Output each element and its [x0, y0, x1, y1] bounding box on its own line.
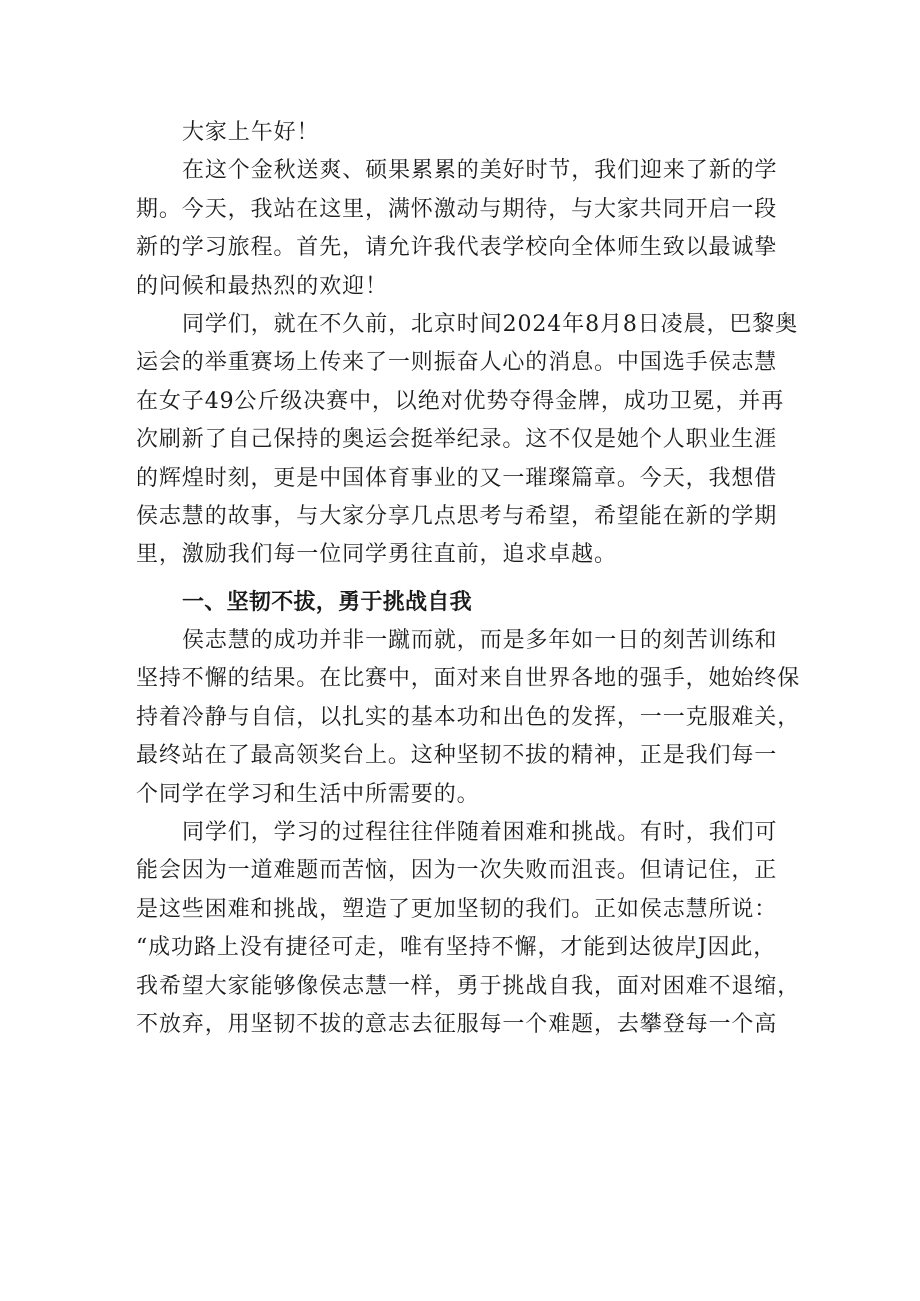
- paragraph-line: 我希望大家能够像侯志慧一样，勇于挑战自我，面对困难不退缩，: [136, 973, 801, 999]
- paragraph-line: 坚持不懈的结果。在比赛中，面对来自世界各地的强手，她始终保: [136, 666, 801, 692]
- paragraph-line: 个同学在学习和生活中所需要的。: [136, 781, 480, 807]
- paragraph-challenges: [136, 814, 801, 1044]
- paragraph-line: “成功路上没有捷径可走，唯有坚持不懈，才能到达彼岸J因此，: [136, 935, 777, 961]
- paragraph-line: 不放弃，用坚韧不拔的意志去征服每一个难题，去攀登每一个高: [136, 1011, 778, 1037]
- paragraph-line: 侯志慧的成功并非一蹴而就，而是多年如一日的刻苦训练和: [182, 628, 778, 654]
- paragraph-olympics: [136, 306, 799, 575]
- paragraph-line: 同学们，就在不久前，北京时间2024年8月8日凌晨，巴黎奥: [182, 311, 799, 337]
- paragraph-line: 在这个金秋送爽、硕果累累的美好时节，我们迎来了新的学: [182, 158, 778, 184]
- paragraph-line: 次刷新了自己保持的奥运会挺举纪录。这不仅是她个人职业生涯: [136, 427, 778, 453]
- greeting: 大家上午好！: [182, 120, 320, 145]
- paragraph-line: 运会的举重赛场上传来了一则振奋人心的消息。中国选手侯志慧: [136, 350, 778, 376]
- paragraph-line: 里，激励我们每一位同学勇往直前，追求卓越。: [136, 542, 617, 568]
- paragraph-line: 新的学习旅程。首先，请允许我代表学校向全体师生致以最诚挚: [136, 235, 778, 261]
- paragraph-line: 最终站在了最高领奖台上。这种坚韧不拔的精神，正是我们每一: [136, 743, 778, 769]
- paragraph-line: 侯志慧的故事，与大家分享几点思考与希望，希望能在新的学期: [136, 503, 778, 529]
- paragraph-line: 期。今天，我站在这里，满怀激动与期待，与大家共同开启一段: [136, 196, 778, 222]
- paragraph-line: 的辉煌时刻，更是中国体育事业的又一璀璨篇章。今天，我想借: [136, 465, 778, 491]
- paragraph-perseverance: [136, 622, 801, 814]
- paragraph-opening: [136, 152, 796, 306]
- section-heading: 一、坚韧不拔，勇于挑战自我: [182, 589, 472, 615]
- paragraph-line: 的问候和最热烈的欢迎！: [136, 273, 388, 299]
- paragraph-line: 同学们，学习的过程往往伴随着困难和挑战。有时，我们可: [182, 820, 778, 846]
- paragraph-line: 持着冷静与自信，以扎实的基本功和出色的发挥，一一克服难关，: [136, 704, 801, 730]
- paragraph-line: 在女子49公斤级决赛中，以绝对优势夺得金牌，成功卫冕，并再: [136, 388, 785, 414]
- paragraph-line: 是这些困难和挑战，塑造了更加坚韧的我们。正如侯志慧所说：: [136, 896, 778, 922]
- paragraph-line: 能会因为一道难题而苦恼，因为一次失败而沮丧。但请记住，正: [136, 858, 778, 884]
- document-body: [136, 114, 801, 1044]
